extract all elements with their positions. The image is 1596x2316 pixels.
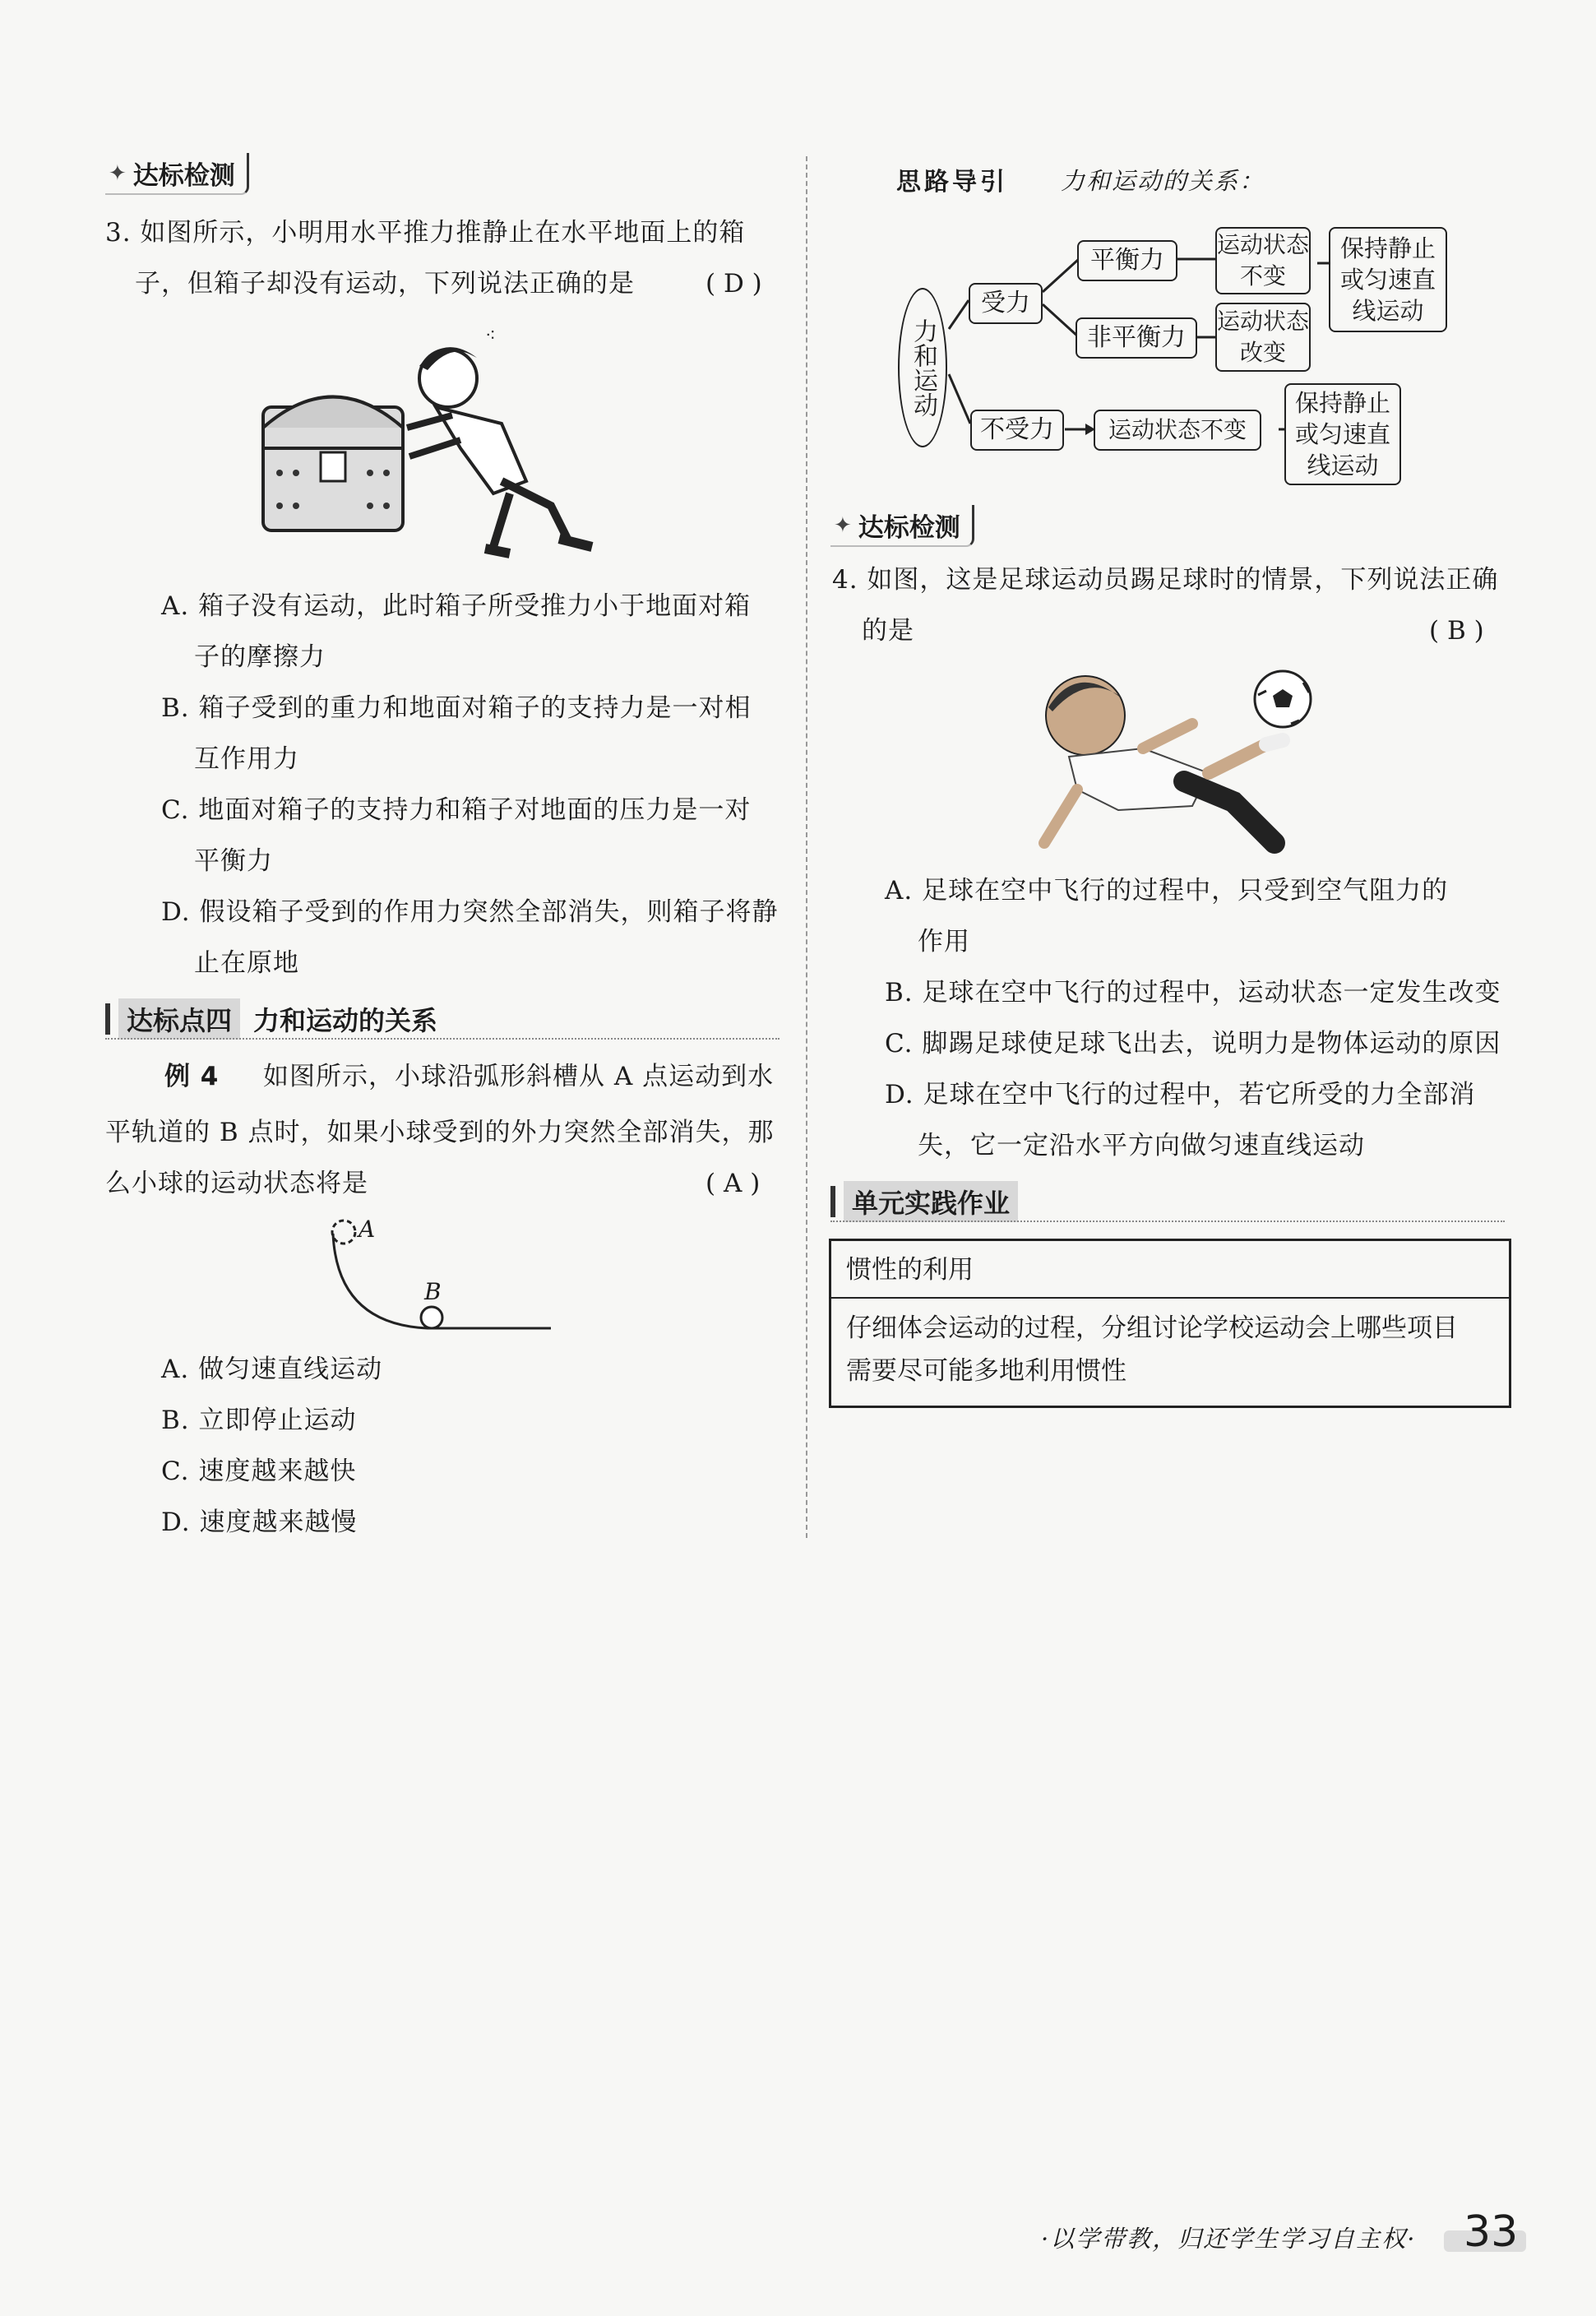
question-3-line1: 3. 如图所示，小明用水平推力推静止在水平地面上的箱 xyxy=(105,218,746,248)
example-4-line1: 如图所示，小球沿弧形斜槽从 A 点运动到水 xyxy=(263,1062,775,1091)
section-title: 达标检测 xyxy=(132,161,235,191)
practice-table xyxy=(829,1239,1511,1408)
section-title: 达标检测 xyxy=(858,513,960,543)
flow-node-force: 受力 xyxy=(969,283,1043,324)
page-number: 33 xyxy=(1464,2207,1519,2257)
section-header-check-2 xyxy=(830,505,974,547)
q3-option-c-line2: 平衡力 xyxy=(194,846,273,876)
flow-node-unbalanced: 非平衡力 xyxy=(1076,317,1197,359)
section-header-check xyxy=(105,153,249,195)
q4-option-b: B. 足球在空中飞行的过程中，运动状态一定发生改变 xyxy=(885,978,1501,1007)
ex4-option-b: B. 立即停止运动 xyxy=(161,1406,357,1435)
point-b-label: B xyxy=(424,1278,442,1305)
question-4-answer: ( B ) xyxy=(1429,616,1484,646)
footer-motto: ·以学带教，归还学生学习自主权· xyxy=(1041,2225,1417,2253)
example-4-line3: 么小球的运动状态将是 xyxy=(105,1169,368,1198)
flow-node-root: 力和运动 xyxy=(898,288,947,447)
boy-pushing-box-illustration xyxy=(255,317,650,563)
q4-option-c: C. 脚踢足球使足球飞出去，说明力是物体运动的原因 xyxy=(885,1029,1501,1058)
q3-option-c-line1: C. 地面对箱子的支持力和箱子对地面的压力是一对 xyxy=(161,795,752,825)
q3-option-b-line1: B. 箱子受到的重力和地面对箱子的支持力是一对相 xyxy=(161,693,752,723)
practice-table-line2: 需要尽可能多地利用惯性 xyxy=(846,1356,1126,1386)
divider-dotted xyxy=(830,1221,1505,1222)
ex4-option-a: A. 做匀速直线运动 xyxy=(161,1355,383,1384)
guide-text: 力和运动的关系： xyxy=(1061,167,1265,195)
diamond-icon: ✦ xyxy=(109,160,127,186)
practice-table-title: 惯性的利用 xyxy=(846,1255,974,1285)
flow-node-balanced: 平衡力 xyxy=(1077,240,1177,281)
question-3-line2: 子，但箱子却没有运动，下列说法正确的是 xyxy=(135,269,635,299)
soccer-player-illustration xyxy=(1020,666,1332,864)
question-3-answer: ( D ) xyxy=(705,269,762,299)
q3-option-a-line1: A. 箱子没有运动，此时箱子所受推力小于地面对箱 xyxy=(161,591,752,621)
knowledge-point-label: 达标点四 xyxy=(118,998,240,1040)
flow-node-state-changed: 运动状态改变 xyxy=(1215,303,1311,372)
knowledge-point-title: 力和运动的关系 xyxy=(253,1005,438,1036)
example-4-label: 例 4 xyxy=(164,1062,220,1091)
svg-text:⁖: ⁖ xyxy=(485,326,496,346)
column-divider xyxy=(806,156,807,1538)
q3-option-a-line2: 子的摩擦力 xyxy=(194,642,326,672)
knowledge-point-4-header xyxy=(105,998,437,1040)
ex4-option-c: C. 速度越来越快 xyxy=(161,1457,357,1486)
flow-node-state-unchanged-2: 运动状态不变 xyxy=(1094,410,1261,451)
q3-option-b-line2: 互作用力 xyxy=(194,744,299,774)
q4-option-d-line1: D. 足球在空中飞行的过程中，若它所受的力全部消 xyxy=(885,1080,1476,1109)
flow-node-no-force: 不受力 xyxy=(970,410,1064,451)
q4-option-a-line1: A. 足球在空中飞行的过程中，只受到空气阻力的 xyxy=(885,876,1449,906)
flow-node-rest-or-uniform-2: 保持静止或匀速直线运动 xyxy=(1284,383,1401,485)
ex4-option-d: D. 速度越来越慢 xyxy=(161,1508,358,1537)
flow-node-state-unchanged: 运动状态不变 xyxy=(1215,227,1311,294)
question-4-line1: 4. 如图，这是足球运动员踢足球时的情景，下列说法正确 xyxy=(832,565,1499,595)
q3-option-d-line2: 止在原地 xyxy=(194,948,299,978)
question-4-line2: 的是 xyxy=(862,616,914,646)
q4-option-a-line2: 作用 xyxy=(918,927,970,957)
point-a-label: A xyxy=(359,1216,376,1243)
q3-option-d-line1: D. 假设箱子受到的作用力突然全部消失，则箱子将静 xyxy=(161,897,779,927)
practice-table-line1: 仔细体会运动的过程，分组讨论学校运动会上哪些项目 xyxy=(846,1313,1458,1343)
arc-track-figure xyxy=(312,1209,576,1341)
q4-option-d-line2: 失，它一定沿水平方向做匀速直线运动 xyxy=(918,1131,1365,1160)
guide-label: 思路导引 xyxy=(896,168,1008,197)
diamond-icon: ✦ xyxy=(834,512,852,538)
unit-practice-title: 单元实践作业 xyxy=(844,1181,1018,1222)
flow-node-rest-or-uniform: 保持静止或匀速直线运动 xyxy=(1329,227,1447,332)
example-4-answer: ( A ) xyxy=(705,1169,761,1198)
unit-practice-header xyxy=(830,1181,1031,1222)
divider-dotted xyxy=(105,1038,779,1040)
example-4-line2: 平轨道的 B 点时，如果小球受到的外力突然全部消失，那 xyxy=(105,1118,775,1147)
